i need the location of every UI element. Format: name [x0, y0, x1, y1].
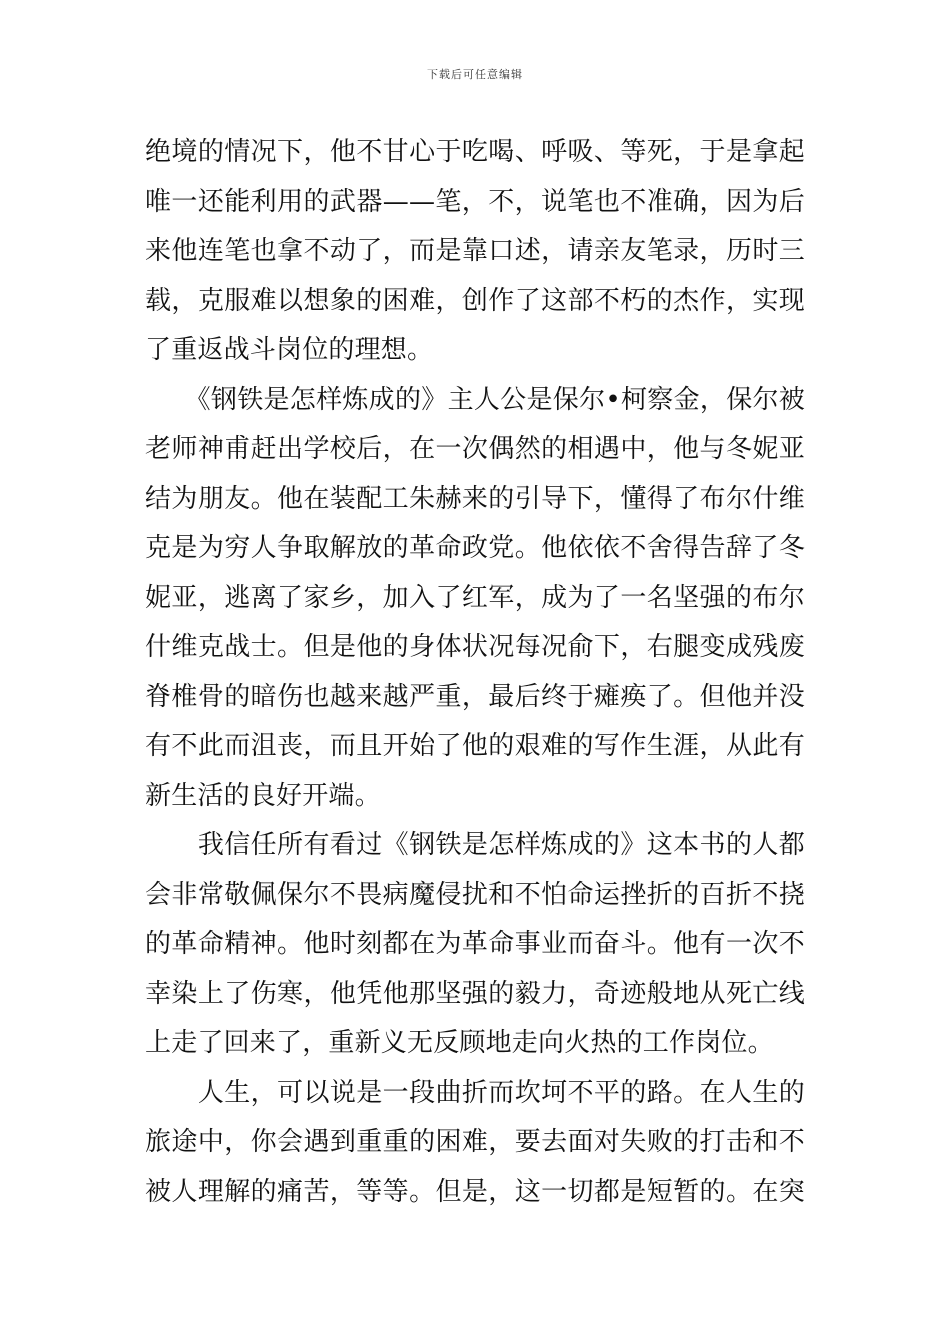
text-line: 《钢铁是怎样炼成的》主人公是保尔•柯察金，保尔被: [145, 384, 805, 415]
text-line: 我信任所有看过《钢铁是怎样炼成的》这本书的人都: [145, 830, 805, 860]
paragraph-2: [145, 376, 805, 822]
paragraph-3: [145, 821, 805, 1069]
text-line: 绝境的情况下，他不甘心于吃喝、呼吸、等死，于是拿起: [145, 137, 805, 167]
paragraph-4: [145, 1069, 805, 1218]
text-line: 会非常敬佩保尔不畏病魔侵扰和不怕命运挫折的百折不挠: [145, 879, 805, 910]
text-line: 了重返战斗岗位的理想。: [145, 335, 434, 365]
text-line: 什维克战士。但是他的身体状况每况俞下，右腿变成残废: [145, 632, 805, 662]
paragraph-1: [145, 128, 805, 376]
text-line: 唯一还能利用的武器——笔，不，说笔也不准确，因为后: [145, 186, 805, 217]
body-text: [145, 128, 805, 1217]
text-line: 的革命精神。他时刻都在为革命事业而奋斗。他有一次不: [145, 929, 805, 959]
text-line: 克是为穷人争取解放的革命政党。他依依不舍得告辞了冬: [145, 533, 805, 563]
text-line: 来他连笔也拿不动了，而是靠口述，请亲友笔录，历时三: [145, 236, 805, 266]
text-line: 旅途中，你会遇到重重的困难，要去面对失败的打击和不: [145, 1127, 805, 1157]
text-line: 上走了回来了，重新义无反顾地走向火热的工作岗位。: [145, 1028, 774, 1058]
text-line: 人生，可以说是一段曲折而坎坷不平的路。在人生的: [145, 1077, 805, 1108]
text-line: 被人理解的痛苦，等等。但是，这一切都是短暂的。在突: [145, 1176, 805, 1207]
text-line: 结为朋友。他在装配工朱赫来的引导下，懂得了布尔什维: [145, 483, 805, 514]
text-line: 新生活的良好开端。: [145, 780, 381, 811]
text-line: 脊椎骨的暗伤也越来越严重，最后终于瘫痪了。但他并没: [145, 681, 805, 712]
page-header: 下载后可任意编辑: [427, 68, 523, 81]
text-line: 老师神甫赶出学校后，在一次偶然的相遇中，他与冬妮亚: [145, 434, 805, 464]
text-line: 妮亚，逃离了家乡，加入了红军，成为了一名坚强的布尔: [145, 582, 805, 613]
text-line: 有不此而沮丧，而且开始了他的艰难的写作生涯，从此有: [145, 731, 805, 761]
text-line: 载，克服难以想象的困难，创作了这部不朽的杰作，实现: [145, 285, 805, 316]
text-line: 幸染上了伤寒，他凭他那坚强的毅力，奇迹般地从死亡线: [145, 978, 805, 1009]
